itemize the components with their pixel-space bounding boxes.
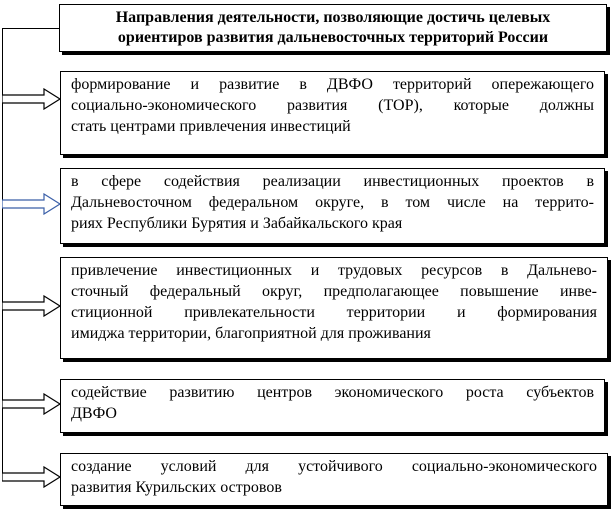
item-5-line-2: развития Курильских островов xyxy=(71,479,282,496)
diagram-title xyxy=(59,4,607,52)
item-2-line-2: Дальневосточном федеральном округе, в том числе на террито- xyxy=(71,194,594,211)
connector-top-line xyxy=(2,28,59,29)
item-1-line-3: стать центрами привлечения инвестиций xyxy=(71,118,351,135)
title-line-2: ориентиров развития дальневосточных территорий России xyxy=(117,29,549,46)
item-2-line-3: риях Республики Бурятия и Забайкальского края xyxy=(71,215,403,232)
item-3-line-1: привлечение инвестиционных и трудовых ресурсов в Дальнево- xyxy=(71,262,597,279)
title-line-1: Направления деятельности, позволяющие достичь целевых xyxy=(115,9,551,26)
list-item-1 xyxy=(60,71,605,155)
list-item-5 xyxy=(60,453,608,506)
arrow-icon-4 xyxy=(2,393,62,415)
item-5-line-1: создание условий для устойчивого социально-экономического xyxy=(71,458,597,475)
item-4-line-1: содействие развитию центров экономического роста субъектов xyxy=(71,384,594,401)
item-3-line-3: стиционной привлекательности территории и формирования xyxy=(71,304,597,321)
arrow-icon-5 xyxy=(2,466,62,488)
item-1-line-1: формирование и развитие в ДВФО территорий опережающего xyxy=(71,76,594,93)
item-3-line-2: сточный федеральный округ, предполагающее повышение инве- xyxy=(71,283,597,300)
item-4-line-2: ДВФО xyxy=(71,405,117,422)
arrow-icon-1 xyxy=(2,88,62,110)
list-item-2 xyxy=(60,168,605,244)
item-3-line-4: имиджа территории, благоприятной для проживания xyxy=(71,325,431,342)
item-2-line-1: в сфере содействия реализации инвестиционных проектов в xyxy=(71,173,594,190)
list-item-4 xyxy=(60,379,605,433)
arrow-icon-2 xyxy=(2,193,62,215)
arrow-icon-3 xyxy=(2,295,62,317)
item-1-line-2: социально-экономического развития (ТОР), которые должны xyxy=(71,97,594,114)
list-item-3 xyxy=(60,257,608,359)
